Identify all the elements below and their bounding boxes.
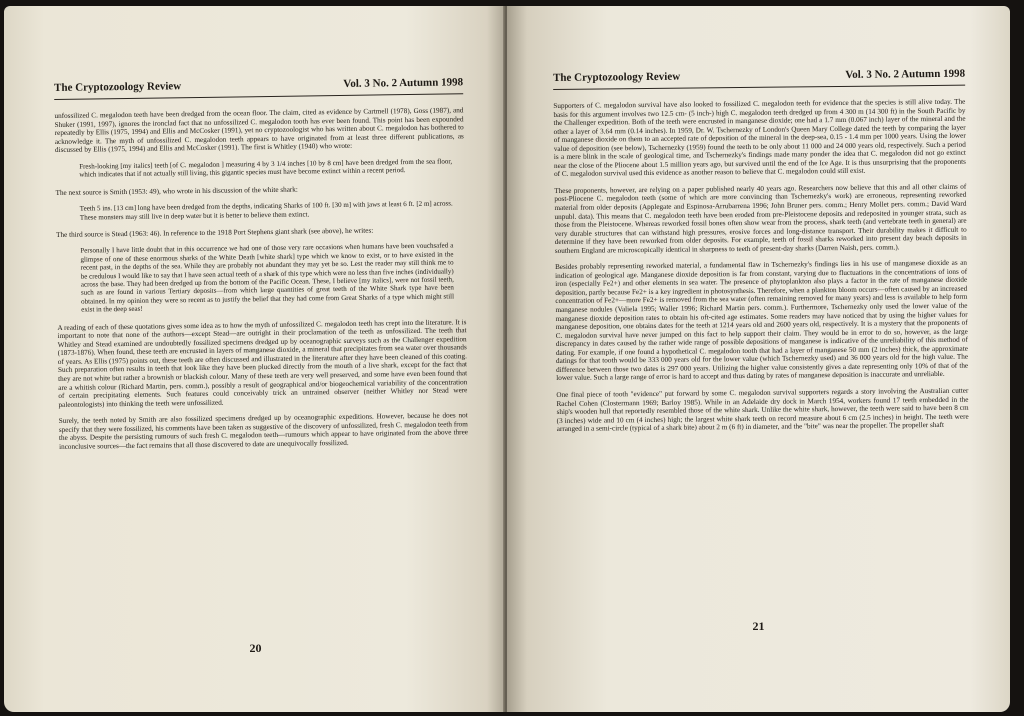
paragraph: Surely, the teeth noted by Smith are also fossilized specimens dredged up by oceanographic expeditions. However, because he does not specify that they were fossilized, his comments have been taken as suggestive of the discovery of unfossilized, fresh C. megalodon teeth from the abyss. Despite the persisting rumours of such fresh C. megalodon teeth—rumours which appear to have originated from the above three inconclusive sources—the fact remains that all those discovered to date are unequivocally fossilized. (58, 411, 468, 451)
paragraph: The next source is Smith (1953: 49), who wrote in his discussion of the white shark: (55, 185, 298, 197)
left-page-content (54, 76, 472, 712)
issue-info: Vol. 3 No. 2 Autumn 1998 (343, 76, 464, 90)
journal-title: The Cryptozoology Review (54, 80, 182, 94)
right-page-content (553, 68, 972, 712)
right-page (507, 6, 1010, 712)
journal-title: The Cryptozoology Review (553, 70, 681, 84)
paragraph: The third source is Stead (1963: 46). In reference to the 1918 Port Stephens giant shark (see above), he writes: (56, 226, 374, 239)
block-quote: Personally I have little doubt that in this occurrence we had one of those very rare occasions when humans have been vouchsafed a glimpse of one of these enormous sharks of the White Death [white shark] type which we know to exist, or to have existed in the recent past, in the depths of the sea. While they are probably not abundant they may yet be so. Lest the reader may still think me to be credulous I would like to say that I have seen actual teeth of a shark of this type which were no less than five inches (individually) across the base. They had been dredged up from the bottom of the Pacific Ocean. These, I believe [my italics], were not fossil teeth, such as are found in various Tertiary deposits—from which large quantities of great teeth of the White Shark type have been obtained. In my opinion they were so recent as to justify the belief that they had come from Great Sharks of a type which might still exist in the deep seas! (80, 241, 455, 314)
paragraph: A reading of each of these quotations gives some idea as to how the myth of unfossilized C. megalodon teeth has crept into the literature. It is important to note that none of the authors—except Stead—are outright in their proclamation of the teeth as unfossilized. The teeth that Whitley and Stead examined are undoubtedly fossilized specimens dredged up by oceanographic surveys such as the Challenger expedition (1873-1876). When found, these teeth are encrusted in layers of manganese dioxide, a mineral that precipitates from sea water over thousands of years. As Ellis (1975) points out, these teeth are often discussed and illustrated in the literature after they have been cleaned of this coating. Such preparation often results in teeth that look like they have been plucked directly from the mouth of a live shark, except for the fact that they are not white but rather a brownish or blackish colour. Many of these teeth are very well preserved, and some have even been found that are a whitish colour (Richard Martin, pers. comm.), possibly a result of geographical and/or biogeochemical variability of the concentration of certain precipitating elements. Such features could conceivably trick an untrained observer (neither Whitley nor Stead were paleontologists) into thinking the teeth were unfossilized. (57, 317, 468, 409)
issue-info: Vol. 3 No. 2 Autumn 1998 (845, 67, 966, 81)
page-number: 21 (752, 619, 765, 633)
paragraph: These proponents, however, are relying on a paper published nearly 40 years ago. Researchers now believe that this and all other claims of post-Pliocene C. megalodon teeth (some of which are more convincing than Tschernezky's work) are erroneous, representing reworked material from older deposits (Applegate and Espinosa-Arrubarrena 1996; John Bruner pers. comm.; Henry Mollet pers. comm.; David Ward unpubl. data). This means that C. megalodon teeth have been eroded from pre-Pleistocene deposits and redeposited in younger strata, such as those from the Pleistocene. Whereas reworked fossil bones often show wear from the process, shark teeth (and vertebrate teeth in general) are very durable structures that can withstand high pressures, erosive forces and long-distance transport. Their durability makes it difficult to determine if they have been reworked from older deposits. For example, teeth of fossil sharks reworked into present day beach deposits in southern England are microscopically identical in sharpness to teeth of present-day sharks (Darren Naish, pers. comm.). (554, 182, 967, 255)
paragraph: One final piece of tooth "evidence" put forward by some C. megalodon survival supporters regards a story involving the Australian cutter Rachel Cohen (Clostermann 1969; Barloy 1985). While in an Adelaide dry dock in March 1954, workers found 17 teeth embedded in the ship's wooden hull that reportedly resembled those of the white shark. Unlike the white shark, however, the teeth were said to have been 8 cm (3 inches) wide and 10 cm (4 inches) high; the largest white shark teeth on record measure about 6 cm (2.5 inches) in height. The teeth were arranged in a semi-circle (typical of a shark bite) about 2 m (6 ft) in diameter, and the "bite" was near the propeller. The propeller shaft (556, 386, 969, 434)
paragraph: Supporters of C. megalodon survival have also looked to fossilized C. megalodon teeth for evidence that the species is still alive today. The basis for this argument involves two 12.5 cm- (5 inch-) high C. megalodon teeth dredged up from 4 300 m (14 300 ft) in the South Pacific by the Challenger expedition. Both of the teeth were encrusted in manganese dioxide; one had a 1.7 mm (0.067 inch) layer of the mineral and the other a layer of 3.64 mm (0.14 inches). In 1959, Dr. W. Tschernezky of London's Queen Mary College dated the teeth by comparing the layer of manganese dioxide on them to an accepted rate of deposition of the mineral in the deep-sea, 0.15 - 1.4 mm per 1000 years. Using the lower value of deposition (see below), Tschernezky (1959) found the teeth to be only about 11 000 and 24 000 years old, respectively. Such a period is a mere blink in the scale of geological time, and Tschernezky's findings made many ponder the idea that C. megalodon did not go extinct near the close of the Pliocene about 1.5 million years ago, but survived until the end of the Ice Age. It is thus unsurprising that the proponents of C. megalodon survival used this evidence as another reason to believe that C. megalodon could still exist. (553, 97, 967, 179)
paragraph: unfossilized C. megalodon teeth have been dredged from the ocean floor. The claim, cited as evidence by Cartmell (1978), Goss (1987), and Shuker (1991, 1997), ignores the ironclad fact that no unfossilized C. megalodon tooth has ever been found. This point has been expounded repeatedly by Ellis (1975, 1994) and Ellis and McCosker (1991), yet no cryptozoologist who has written about C. megalodon has bothered to acknowledge it. The myth of unfossilized C. megalodon teeth appears to have originated from at least three different publications, as discussed by Ellis (1975, 1994) and Ellis and McCosker (1991). The first is Whitley (1940) who wrote: (54, 106, 464, 155)
right-page-header (553, 68, 965, 90)
left-page (4, 6, 507, 712)
block-quote: Teeth 5 ins. [13 cm] long have been dredged from the depths, indicating Sharks of 100 ft. [30 m] with jaws at least 6 ft. [2 m] across. These monsters may still live in deep water but it is better to believe them extinct. (79, 199, 453, 222)
left-page-header (54, 76, 463, 100)
page-number: 20 (249, 641, 262, 655)
block-quote: Fresh-looking [my italics] teeth [of C. megalodon ] measuring 4 by 3 1/4 inches [10 by 8 cm] have been dredged from the sea floor, which indicates that if not actually still living, this gigantic species must have become extinct within a recent period. (79, 157, 453, 179)
paragraph: Besides probably representing reworked material, a fundamental flaw in Tschernezky's findings lies in his use of manganese dioxide as an indication of geological age. Manganese dioxide deposition is far from constant, varying due to fluctuations in the concentrations of ions of iron (especially Fe2+) and other elements in sea water. The presence of phytoplankton also plays a factor in the rate of manganese dioxide deposition, partly because Fe2+ is a key ingredient in photosynthesis. Therefore, when a plankton bloom occurs—often caused by an increased concentration of Fe2+—more Fe2+ is removed from the sea water (often remaining removed for many years) and less is available to help form manganese nodules (Valiela 1995; Waller 1996; Richard Martin pers. comm.). Furthermore, Tschernezky only used the lower value of the manganese dioxide deposition rates to obtain his oft-cited age estimates. Some readers may have noticed that by using the higher values for manganese deposition, one obtains dates for the teeth at 1214 years old and 2600 years old, respectively. It is a mystery that the proponents of C. megalodon survival have never jumped on this fact to help support their claim. They would be in error to do so, however, as the large discrepancy in dates caused by the rather wide range of possible depositions of manganese is indicative of the unreliability of this method of dating. For example, if one found a hypothetical C. megalodon tooth that had a layer of manganese 50 mm (2 inches) thick, the approximate datings for that tooth would be 333 000 years old for the lower value (which Tschernezky used) and 36 000 years old for the high value. The difference between those two dates is 297 000 years. Utilizing the higher value consistently gives a date representing only 10% of that of the lower value. Such a large range of error is hard to accept and thus dating by rates of manganese deposition is inaccurate and unreliable. (555, 258, 969, 383)
